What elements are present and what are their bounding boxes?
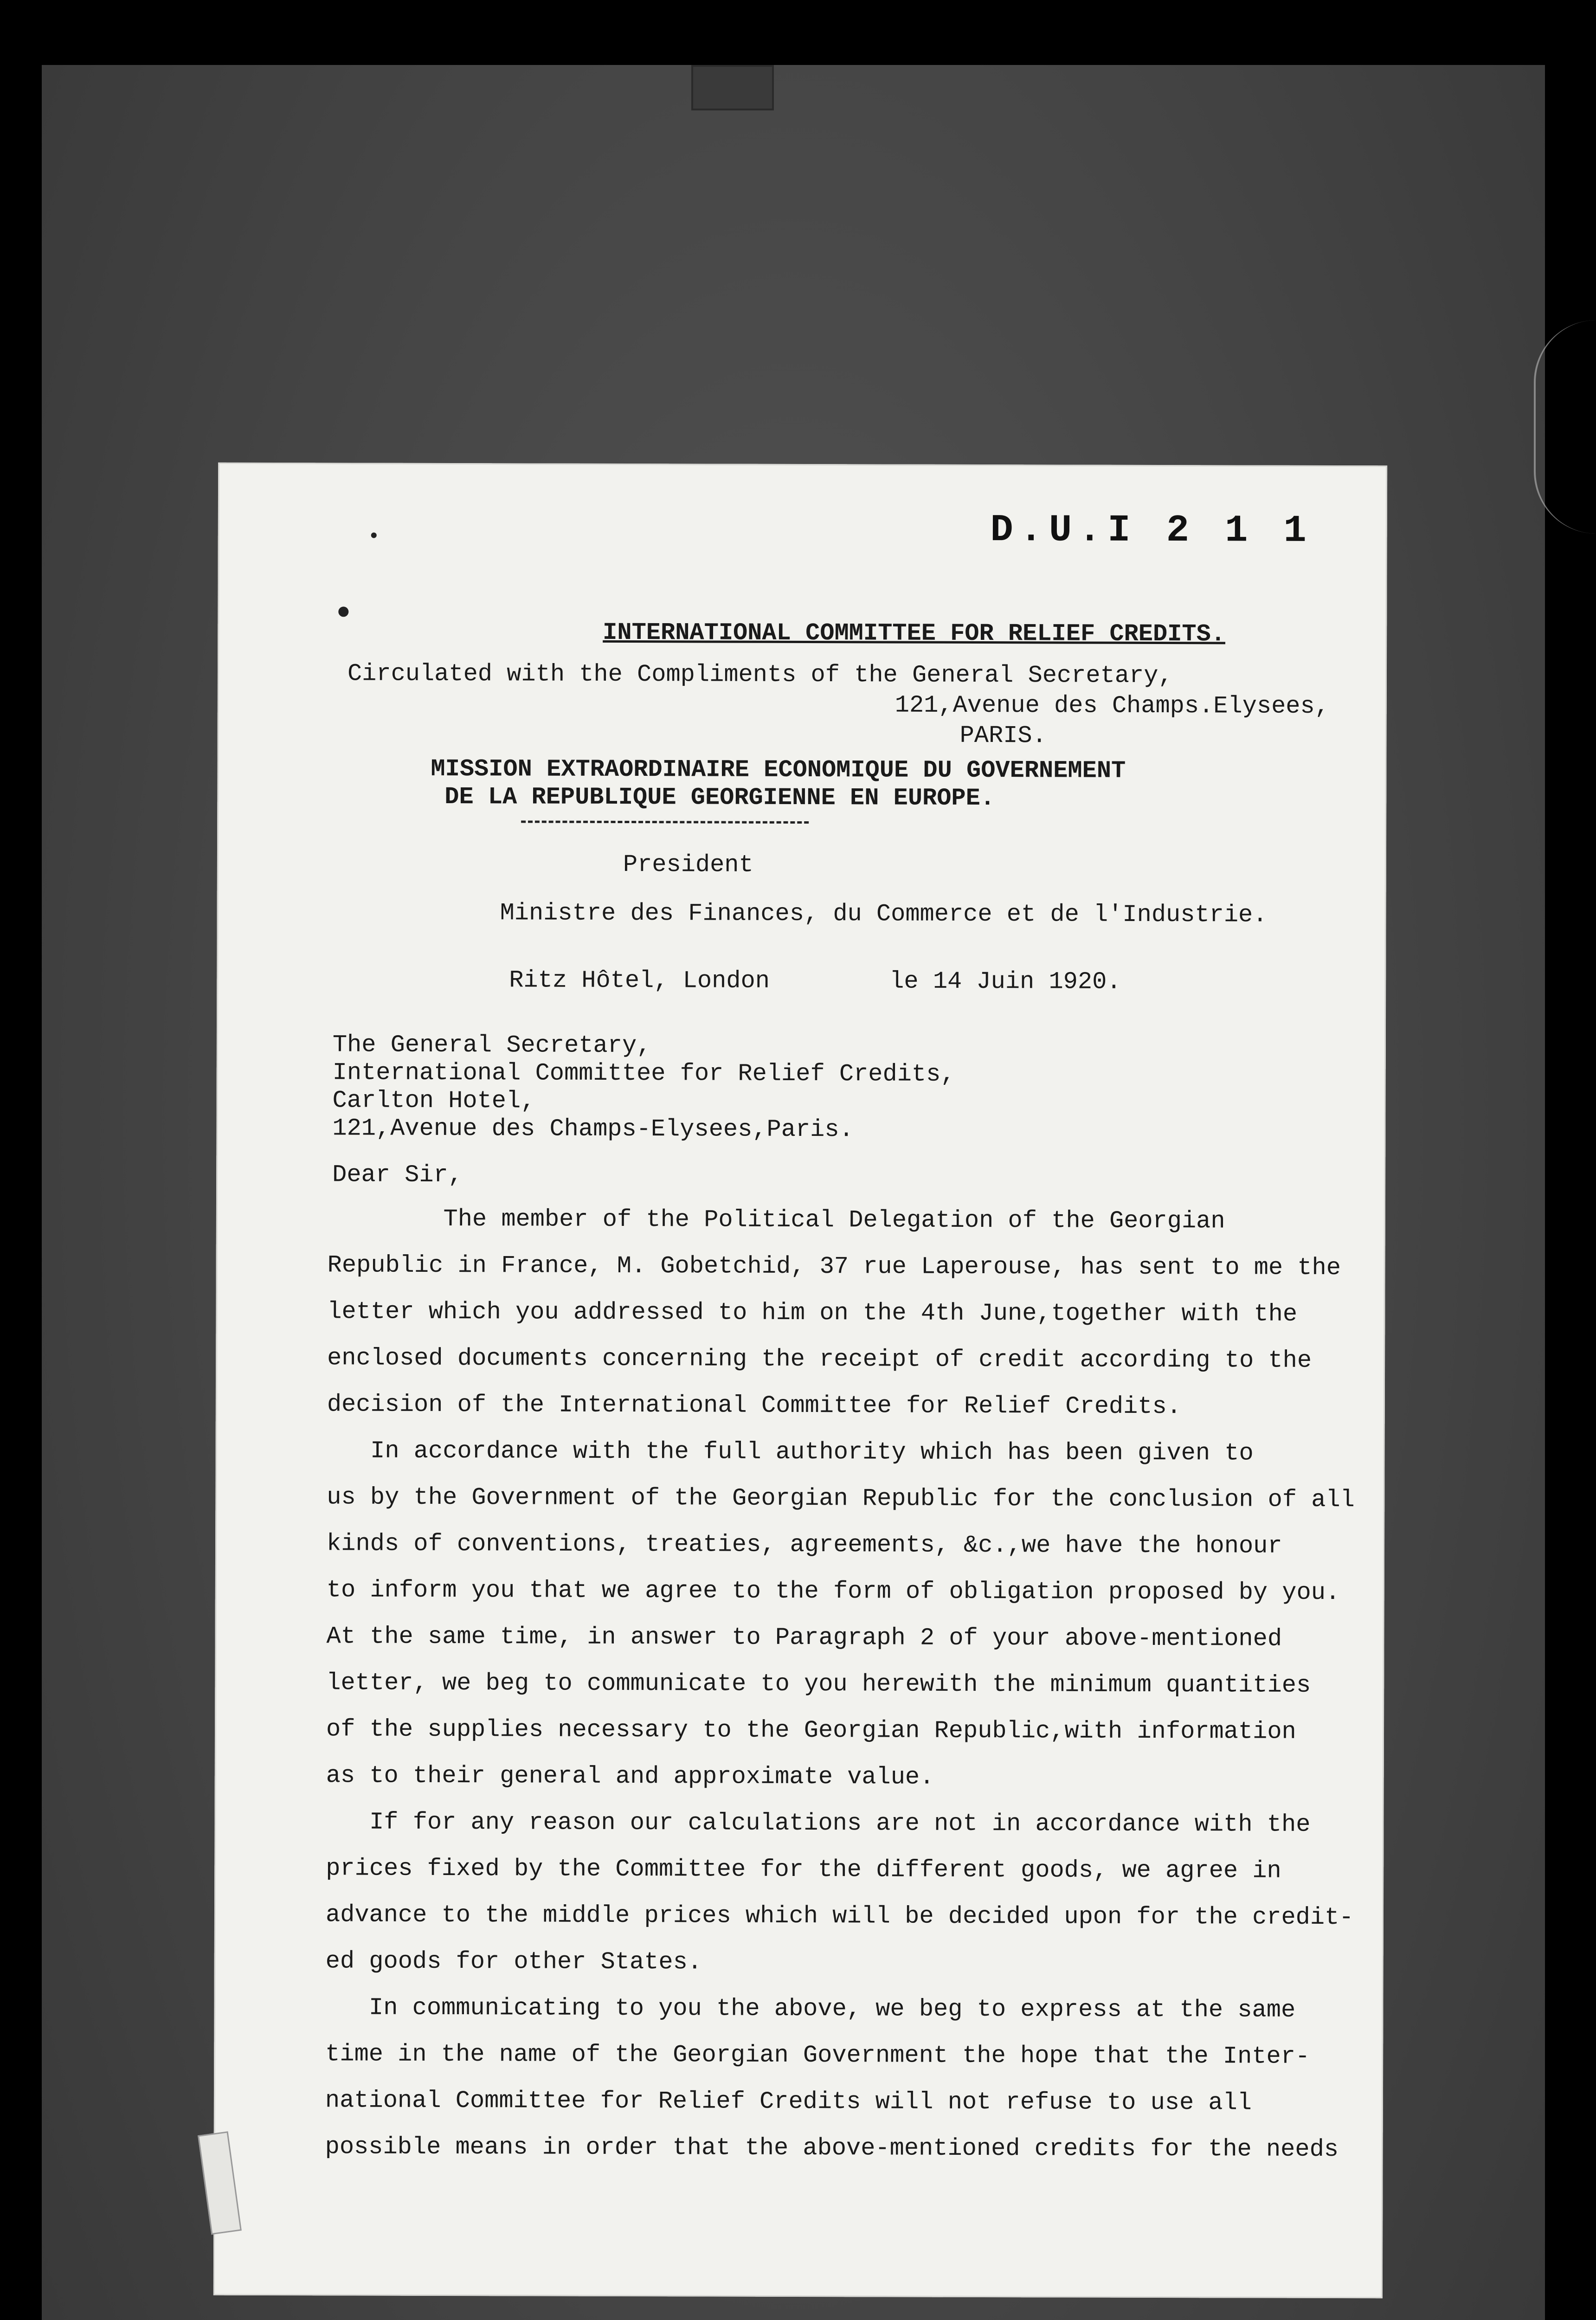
body-line: In accordance with the full authority which has been given to [327, 1437, 1254, 1467]
circulated-line: Circulated with the Compliments of the General Secretary, [347, 660, 1173, 690]
body-line: kinds of conventions, treaties, agreements, &c.,we have the honour [326, 1530, 1282, 1560]
letter-date: le 14 Juin 1920. [889, 967, 1121, 996]
body-line: The member of the Political Delegation of the Georgian [327, 1205, 1225, 1235]
recipient-line: 121,Avenue des Champs-Elysees,Paris. [332, 1115, 854, 1144]
letter-page [213, 463, 1387, 2299]
mission-line-2: DE LA REPUBLIQUE GEORGIENNE EN EUROPE. [444, 783, 995, 812]
body-line: At the same time, in answer to Paragraph 2 of your above-mentioned [326, 1623, 1282, 1653]
salutation: Dear Sir, [332, 1161, 463, 1189]
body-line: us by the Government of the Georgian Republic for the conclusion of all [327, 1483, 1355, 1514]
body-line: Republic in France, M. Gobetchid, 37 rue Laperouse, has sent to me the [327, 1251, 1341, 1282]
body-line: national Committee for Relief Credits will not refuse to use all [325, 2087, 1252, 2117]
letter-place: Ritz Hôtel, London [509, 967, 770, 995]
body-line: advance to the middle prices which will be decided upon for the credit- [325, 1901, 1354, 1932]
ink-spot [371, 533, 377, 538]
recipient-line: International Committee for Relief Credits, [332, 1059, 955, 1088]
body-line: of the supplies necessary to the Georgian Republic,with information [326, 1715, 1296, 1746]
body-line: If for any reason our calculations are not in accordance with the [326, 1808, 1311, 1838]
dashed-rule [521, 820, 809, 824]
body-line: letter which you addressed to him on the 4th June,together with the [327, 1298, 1298, 1328]
address-line-2: PARIS. [959, 722, 1047, 750]
document-number: D.U.I 2 1 1 [990, 509, 1313, 553]
hair-artifact [1534, 320, 1596, 534]
ink-spot [338, 606, 348, 617]
committee-heading: INTERNATIONAL COMMITTEE FOR RELIEF CREDITS. [603, 619, 1226, 648]
body-line: In communicating to you the above, we beg to express at the same [325, 1994, 1296, 2024]
body-line: ed goods for other States. [325, 1947, 702, 1976]
body-line: enclosed documents concerning the receipt of credit according to the [327, 1344, 1312, 1374]
body-line: to inform you that we agree to the form of obligation proposed by you. [326, 1576, 1340, 1607]
body-line: time in the name of the Georgian Government the hope that the Inter- [325, 2040, 1310, 2070]
body-line: letter, we beg to communicate to you herewith the minimum quantities [326, 1669, 1311, 1699]
body-line: prices fixed by the Committee for the different goods, we agree in [326, 1855, 1281, 1885]
binder-clip [691, 65, 774, 110]
president-title: President [623, 851, 753, 879]
mission-line-1: MISSION EXTRAORDINAIRE ECONOMIQUE DU GOVERNEMENT [431, 755, 1126, 785]
body-line: as to their general and approximate value. [326, 1762, 934, 1791]
recipient-line: Carlton Hotel, [332, 1087, 535, 1115]
address-line-1: 121,Avenue des Champs.Elysees, [895, 691, 1330, 720]
body-line: possible means in order that the above-mentioned credits for the needs [325, 2133, 1339, 2164]
body-line: decision of the International Committee for Relief Credits. [327, 1391, 1182, 1421]
ministry-title: Ministre des Finances, du Commerce et de l'Industrie. [500, 899, 1268, 929]
recipient-line: The General Secretary, [332, 1031, 651, 1060]
